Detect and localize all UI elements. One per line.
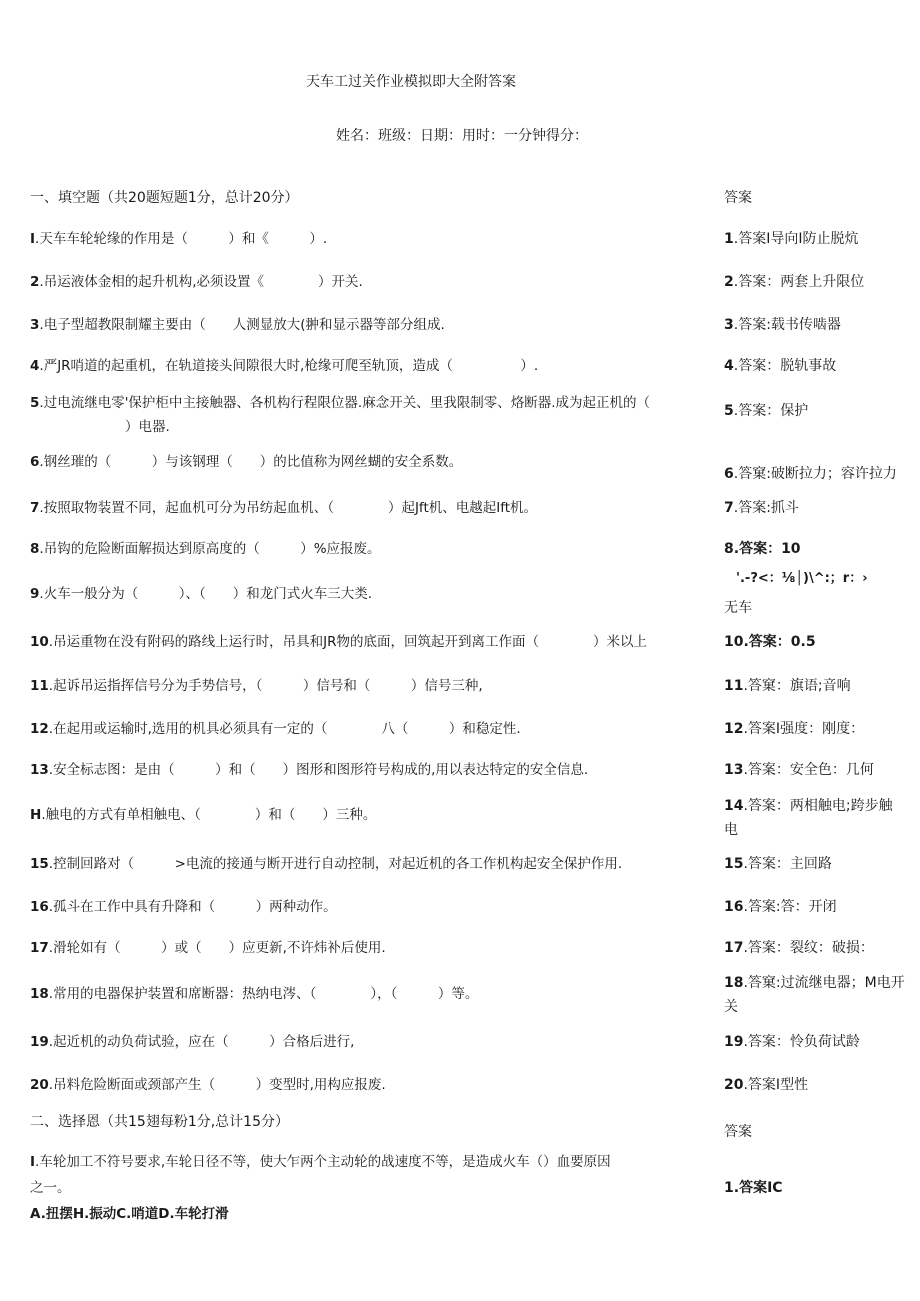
- question-3: 3.电子型超教限制耀主要由（ 人测显放大(翀和显示器等部分组成.: [30, 317, 445, 333]
- student-info-line: 姓名：班级：日期：用时：一分钟得分：: [336, 128, 588, 144]
- question-9: 9.火车一般分为（ ）、（ ）和龙门式火车三大类.: [30, 586, 372, 602]
- question-7: 7.按照取物装置不同，起血机可分为吊纺起血机、（ ）起Jft机、电越起Ift机。: [30, 500, 538, 516]
- answer-8: 8.答案：10: [724, 541, 801, 557]
- question-6: 6.钢丝璀的（ ）与该钢理（ ）的比值称为网丝蝴的安全系数。: [30, 454, 463, 470]
- document-title: 天车工过关作业模拟即大全附答案: [306, 74, 516, 90]
- answer-19: 19.答案：怜负荷试龄: [724, 1034, 860, 1050]
- answer-9: 无车: [724, 600, 752, 616]
- question-10: 10.吊运重物在没有附码的路线上运行时，吊具和JR物的底面，回筑起开到离工作面（ ）米以上: [30, 634, 647, 650]
- question-14: H.触电的方式有单相触电、（ ）和（ ）三种。: [30, 807, 377, 823]
- question-8: 8.吊钩的危险断面解损达到原高度的（ ）%应报废。: [30, 541, 381, 557]
- section-2-answer-heading: 答案: [724, 1124, 752, 1140]
- mc-answer-1: 1.答案IC: [724, 1180, 783, 1196]
- section-2-heading: 二、选择恩（共15翅每粉1分,总计15分）: [30, 1114, 289, 1130]
- question-17: 17.滑轮如有（ ）或（ ）应更新,不许炜补后使用.: [30, 940, 386, 956]
- question-2: 2.吊运液体金相的起升机构,必须设置《 ）开关.: [30, 274, 363, 290]
- question-18: 18.常用的电器保护装置和席断器：热纳电涔、（ ），（ ）等。: [30, 986, 479, 1002]
- section-1-answer-heading: 答案: [724, 190, 752, 206]
- question-15: 15.控制回路对（ >电流的接通与断开进行自动控制，对起近机的各工作机构起安全保护作用.: [30, 856, 623, 872]
- mc-question-1-continued: 之一。: [30, 1180, 71, 1196]
- question-20: 20.吊料危险断面或颈部产生（ ）变型时,用构应报废.: [30, 1077, 386, 1093]
- section-1-heading: 一、填空题（共20题短题1分，总计20分）: [30, 190, 299, 206]
- answer-6: 6.答窠:破断拉力；容许拉力: [724, 466, 897, 482]
- answer-2: 2.答案：两套上升限位: [724, 274, 865, 290]
- question-4: 4.严JR哨道的起重机，在轨道接头间隙很大时,枪缘可爬至轨顶，造成（ ）.: [30, 358, 539, 374]
- answer-7: 7.答案:抓斗: [724, 500, 799, 516]
- question-16: 16.孤斗在工作中具有升降和（ ）两种动作。: [30, 899, 337, 915]
- answer-11: 11.答窠：旗语;音响: [724, 678, 851, 694]
- answer-3: 3.答案:载书传啮器: [724, 317, 841, 333]
- answer-18: 18.答窠:过流继电器；M电开: [724, 975, 905, 991]
- question-12: 12.在起用或运输时,选用的机具必须具有一定的（ 八（ ）和稳定性.: [30, 721, 521, 737]
- answer-10: 10.答案：0.5: [724, 634, 816, 650]
- question-5-continued: ）电器.: [125, 419, 170, 435]
- answer-20: 20.答案I型性: [724, 1077, 809, 1093]
- answer-18-continued: 关: [724, 999, 738, 1015]
- question-11: 11.起诉吊运指挥信号分为手势信号，（ ）信号和（ ）信号三种,: [30, 678, 483, 694]
- answer-12: 12.答案I强度：刚度：: [724, 721, 865, 737]
- question-19: 19.起近机的动负荷试验，应在（ ）合格后进行,: [30, 1034, 355, 1050]
- answer-16: 16.答案:答：开闭: [724, 899, 837, 915]
- answer-15: 15.答案：主回路: [724, 856, 832, 872]
- answer-9-garbled: '.-?<：⅛│)\^:；r：›: [736, 571, 868, 586]
- mc-question-1-options: A.扭摆H.振动C.哨道D.车轮打滑: [30, 1206, 229, 1222]
- answer-14-continued: 电: [724, 822, 738, 838]
- answer-4: 4.答案：脱轨事故: [724, 358, 837, 374]
- question-13: 13.安全标志图：是由（ ）和（ ）图形和图形符号构成的,用以表达特定的安全信息.: [30, 762, 589, 778]
- question-1: I.天车车轮轮缘的作用是（ ）和《 ）.: [30, 231, 328, 247]
- answer-17: 17.答案：裂纹：破损：: [724, 940, 874, 956]
- mc-question-1: I.车轮加工不符号要求,车轮日径不等，使大乍两个主动轮的战速度不等，是造成火车（）血要原因: [30, 1154, 611, 1170]
- answer-1: 1.答案I导向I防止脱炕: [724, 231, 859, 247]
- question-5: 5.过电流继电零'保护柜中主接触器、各机构行程限位器.麻念开关、里我限制零、烙断器.成为起正机的（: [30, 395, 650, 411]
- answer-5: 5.答案：保护: [724, 403, 809, 419]
- answer-14: 14.答案：两相触电;跨步触: [724, 798, 893, 814]
- answer-13: 13.答案：安全色：几何: [724, 762, 874, 778]
